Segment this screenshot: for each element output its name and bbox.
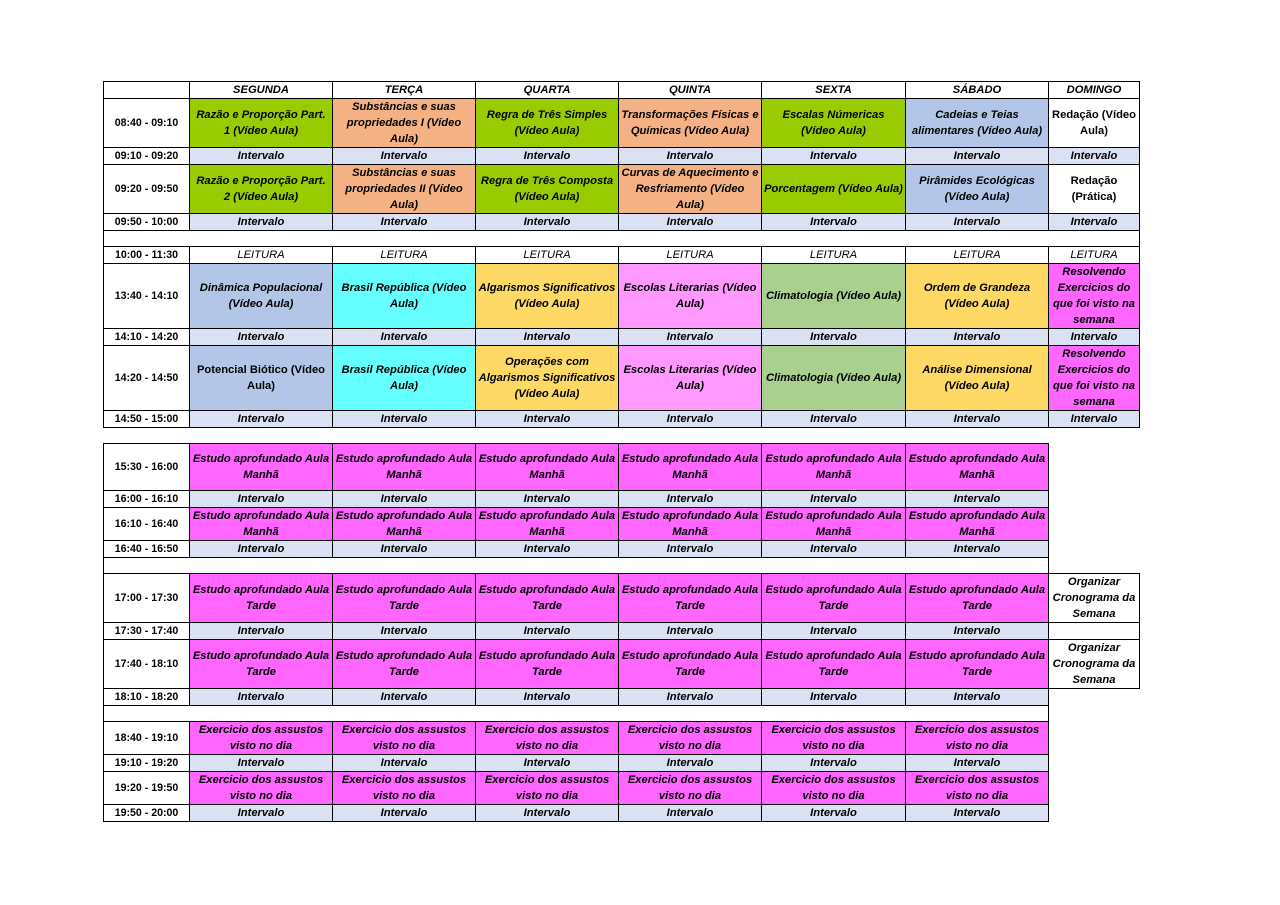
time-slot: 17:30 - 17:40: [103, 622, 190, 640]
time-slot: 19:20 - 19:50: [103, 771, 190, 805]
schedule-cell: Estudo aprofundado Aula Tarde: [332, 573, 476, 623]
interval-cell: Intervalo: [618, 490, 762, 508]
schedule-cell: Porcentagem (Vídeo Aula): [761, 164, 906, 214]
schedule-cell: Estudo aprofundado Aula Manhã: [189, 507, 333, 541]
schedule-cell: Transformações Físicas e Químicas (Vídeo Aula): [618, 98, 762, 148]
interval-cell: Intervalo: [189, 213, 333, 231]
interval-cell: Intervalo: [1048, 147, 1140, 165]
interval-cell: Intervalo: [475, 804, 619, 822]
interval-cell: Intervalo: [905, 410, 1049, 428]
interval-cell: Intervalo: [332, 213, 476, 231]
interval-cell: Intervalo: [905, 328, 1049, 346]
interval-cell: Intervalo: [618, 688, 762, 706]
schedule-cell: Estudo aprofundado Aula Manhã: [905, 507, 1049, 541]
interval-cell: Intervalo: [761, 213, 906, 231]
time-slot: 13:40 - 14:10: [103, 263, 190, 329]
schedule-cell: Estudo aprofundado Aula Manhã: [905, 443, 1049, 491]
schedule-cell: Estudo aprofundado Aula Tarde: [618, 573, 762, 623]
schedule-cell: Análise Dimensional (Vídeo Aula): [905, 345, 1049, 411]
schedule-cell: Estudo aprofundado Aula Tarde: [475, 573, 619, 623]
interval-cell: Intervalo: [1048, 410, 1140, 428]
schedule-cell: Escolas Literarias (Vídeo Aula): [618, 263, 762, 329]
interval-cell: Intervalo: [905, 540, 1049, 558]
interval-cell: Intervalo: [189, 147, 333, 165]
day-header: SEGUNDA: [189, 81, 333, 99]
schedule-cell: Estudo aprofundado Aula Manhã: [761, 507, 906, 541]
interval-cell: Intervalo: [761, 490, 906, 508]
schedule-cell: Organizar Cronograma da Semana: [1048, 639, 1140, 689]
interval-cell: Intervalo: [189, 622, 333, 640]
interval-cell: Intervalo: [905, 754, 1049, 772]
interval-cell: Intervalo: [189, 490, 333, 508]
interval-cell: Intervalo: [618, 754, 762, 772]
time-slot: 19:50 - 20:00: [103, 804, 190, 822]
time-slot: 17:40 - 18:10: [103, 639, 190, 689]
schedule-cell: Estudo aprofundado Aula Manhã: [475, 507, 619, 541]
interval-cell: Intervalo: [618, 328, 762, 346]
empty-cell: [1048, 622, 1140, 640]
interval-cell: Intervalo: [189, 754, 333, 772]
schedule-cell: Escolas Literarias (Vídeo Aula): [618, 345, 762, 411]
time-slot: 16:10 - 16:40: [103, 507, 190, 541]
interval-cell: Intervalo: [618, 622, 762, 640]
schedule-cell: Substâncias e suas propriedades II (Vídeo Aula): [332, 164, 476, 214]
time-slot: 14:50 - 15:00: [103, 410, 190, 428]
time-slot: 09:20 - 09:50: [103, 164, 190, 214]
day-header: QUINTA: [618, 81, 762, 99]
interval-cell: Intervalo: [332, 328, 476, 346]
interval-cell: Intervalo: [332, 490, 476, 508]
schedule-cell: Exercicio dos assustos visto no dia: [761, 721, 906, 755]
interval-cell: Intervalo: [332, 688, 476, 706]
time-slot: 16:00 - 16:10: [103, 490, 190, 508]
schedule-cell: Exercicio dos assustos visto no dia: [189, 721, 333, 755]
schedule-cell: Estudo aprofundado Aula Tarde: [761, 639, 906, 689]
time-slot: 14:10 - 14:20: [103, 328, 190, 346]
schedule-cell: Exercicio dos assustos visto no dia: [618, 771, 762, 805]
schedule-cell: Estudo aprofundado Aula Manhã: [761, 443, 906, 491]
interval-cell: Intervalo: [1048, 213, 1140, 231]
schedule-cell: Estudo aprofundado Aula Tarde: [761, 573, 906, 623]
time-slot: 16:40 - 16:50: [103, 540, 190, 558]
day-header: QUARTA: [475, 81, 619, 99]
schedule-cell: Exercicio dos assustos visto no dia: [332, 771, 476, 805]
interval-cell: Intervalo: [189, 410, 333, 428]
interval-cell: Intervalo: [618, 540, 762, 558]
interval-cell: Intervalo: [189, 688, 333, 706]
interval-cell: Intervalo: [761, 147, 906, 165]
interval-cell: Intervalo: [475, 540, 619, 558]
interval-cell: Intervalo: [618, 213, 762, 231]
interval-cell: Intervalo: [189, 804, 333, 822]
time-slot: 08:40 - 09:10: [103, 98, 190, 148]
time-slot: 09:50 - 10:00: [103, 213, 190, 231]
schedule-cell: Estudo aprofundado Aula Manhã: [618, 507, 762, 541]
schedule-cell: Exercicio dos assustos visto no dia: [475, 721, 619, 755]
schedule-cell: Redação (Vídeo Aula): [1048, 98, 1140, 148]
schedule-cell: Estudo aprofundado Aula Tarde: [618, 639, 762, 689]
time-slot: 18:40 - 19:10: [103, 721, 190, 755]
time-slot: 15:30 - 16:00: [103, 443, 190, 491]
schedule-cell: Estudo aprofundado Aula Tarde: [189, 639, 333, 689]
schedule-cell: Estudo aprofundado Aula Tarde: [905, 639, 1049, 689]
interval-cell: Intervalo: [475, 328, 619, 346]
schedule-cell: Estudo aprofundado Aula Tarde: [332, 639, 476, 689]
day-header: TERÇA: [332, 81, 476, 99]
schedule-cell: Razão e Proporção Part. 1 (Vídeo Aula): [189, 98, 333, 148]
time-slot: 10:00 - 11:30: [103, 246, 190, 264]
schedule-cell: Organizar Cronograma da Semana: [1048, 573, 1140, 623]
schedule-cell: Estudo aprofundado Aula Manhã: [189, 443, 333, 491]
interval-cell: Intervalo: [905, 147, 1049, 165]
interval-cell: Intervalo: [189, 328, 333, 346]
interval-cell: Intervalo: [905, 213, 1049, 231]
schedule-cell: Substâncias e suas propriedades I (Vídeo Aula): [332, 98, 476, 148]
interval-cell: Intervalo: [475, 490, 619, 508]
schedule-cell: Estudo aprofundado Aula Manhã: [618, 443, 762, 491]
schedule-cell: Estudo aprofundado Aula Manhã: [332, 443, 476, 491]
interval-cell: Intervalo: [761, 540, 906, 558]
interval-cell: Intervalo: [475, 622, 619, 640]
schedule-cell: Climatologia (Vídeo Aula): [761, 345, 906, 411]
interval-cell: Intervalo: [332, 754, 476, 772]
schedule-cell: Curvas de Aquecimento e Resfriamento (Vídeo Aula): [618, 164, 762, 214]
schedule-cell: Razão e Proporção Part. 2 (Vídeo Aula): [189, 164, 333, 214]
interval-cell: Intervalo: [618, 804, 762, 822]
interval-cell: Intervalo: [332, 804, 476, 822]
interval-cell: Intervalo: [475, 147, 619, 165]
schedule-cell: Resolvendo Exercicios do que foi visto na semana: [1048, 263, 1140, 329]
schedule-cell: Exercicio dos assustos visto no dia: [618, 721, 762, 755]
reading-cell: LEITURA: [618, 246, 762, 264]
interval-cell: Intervalo: [618, 410, 762, 428]
interval-cell: Intervalo: [618, 147, 762, 165]
schedule-cell: Regra de Três Simples (Vídeo Aula): [475, 98, 619, 148]
schedule-cell: Redação (Prática): [1048, 164, 1140, 214]
time-slot: 09:10 - 09:20: [103, 147, 190, 165]
interval-cell: Intervalo: [1048, 328, 1140, 346]
schedule-cell: Estudo aprofundado Aula Tarde: [905, 573, 1049, 623]
interval-cell: Intervalo: [905, 490, 1049, 508]
header-corner: [103, 81, 190, 99]
interval-cell: Intervalo: [761, 688, 906, 706]
schedule-cell: Pirâmides Ecológicas (Vídeo Aula): [905, 164, 1049, 214]
day-header: SÁBADO: [905, 81, 1049, 99]
interval-cell: Intervalo: [761, 804, 906, 822]
interval-cell: Intervalo: [761, 622, 906, 640]
time-slot: 14:20 - 14:50: [103, 345, 190, 411]
schedule-cell: Exercicio dos assustos visto no dia: [189, 771, 333, 805]
schedule-cell: Algarismos Significativos (Vídeo Aula): [475, 263, 619, 329]
schedule-cell: Exercicio dos assustos visto no dia: [905, 771, 1049, 805]
interval-cell: Intervalo: [475, 688, 619, 706]
reading-cell: LEITURA: [905, 246, 1049, 264]
spacer-row: [103, 557, 1049, 574]
reading-cell: LEITURA: [332, 246, 476, 264]
day-header: SEXTA: [761, 81, 906, 99]
interval-cell: Intervalo: [761, 754, 906, 772]
schedule-cell: Estudo aprofundado Aula Tarde: [189, 573, 333, 623]
interval-cell: Intervalo: [761, 328, 906, 346]
schedule-cell: Exercicio dos assustos visto no dia: [905, 721, 1049, 755]
schedule-cell: Escalas Númericas (Vídeo Aula): [761, 98, 906, 148]
time-slot: 17:00 - 17:30: [103, 573, 190, 623]
schedule-cell: Brasil República (Vídeo Aula): [332, 263, 476, 329]
interval-cell: Intervalo: [475, 213, 619, 231]
schedule-cell: Resolvendo Exercicios do que foi visto na semana: [1048, 345, 1140, 411]
interval-cell: Intervalo: [475, 410, 619, 428]
time-slot: 18:10 - 18:20: [103, 688, 190, 706]
interval-cell: Intervalo: [332, 410, 476, 428]
schedule-cell: Exercicio dos assustos visto no dia: [475, 771, 619, 805]
interval-cell: Intervalo: [475, 754, 619, 772]
schedule-cell: Estudo aprofundado Aula Tarde: [475, 639, 619, 689]
spacer-row: [103, 705, 1049, 722]
interval-cell: Intervalo: [189, 540, 333, 558]
interval-cell: Intervalo: [905, 688, 1049, 706]
reading-cell: LEITURA: [475, 246, 619, 264]
spacer-row: [103, 230, 1140, 247]
interval-cell: Intervalo: [761, 410, 906, 428]
schedule-cell: Exercicio dos assustos visto no dia: [332, 721, 476, 755]
schedule-cell: Regra de Três Composta (Vídeo Aula): [475, 164, 619, 214]
day-header: DOMINGO: [1048, 81, 1140, 99]
interval-cell: Intervalo: [905, 804, 1049, 822]
reading-cell: LEITURA: [761, 246, 906, 264]
time-slot: 19:10 - 19:20: [103, 754, 190, 772]
schedule-cell: Estudo aprofundado Aula Manhã: [332, 507, 476, 541]
schedule-cell: Ordem de Grandeza (Vídeo Aula): [905, 263, 1049, 329]
schedule-cell: Brasil República (Vídeo Aula): [332, 345, 476, 411]
schedule-cell: Climatologia (Vídeo Aula): [761, 263, 906, 329]
schedule-cell: Exercicio dos assustos visto no dia: [761, 771, 906, 805]
reading-cell: LEITURA: [189, 246, 333, 264]
interval-cell: Intervalo: [332, 622, 476, 640]
interval-cell: Intervalo: [332, 147, 476, 165]
interval-cell: Intervalo: [332, 540, 476, 558]
schedule-cell: Cadeias e Teias alimentares (Vídeo Aula): [905, 98, 1049, 148]
schedule-cell: Dinâmica Populacional (Vídeo Aula): [189, 263, 333, 329]
schedule-cell: Estudo aprofundado Aula Manhã: [475, 443, 619, 491]
schedule-cell: Operações com Algarismos Significativos (Vídeo Aula): [475, 345, 619, 411]
reading-cell: LEITURA: [1048, 246, 1140, 264]
interval-cell: Intervalo: [905, 622, 1049, 640]
schedule-cell: Potencial Biótico (Vídeo Aula): [189, 345, 333, 411]
